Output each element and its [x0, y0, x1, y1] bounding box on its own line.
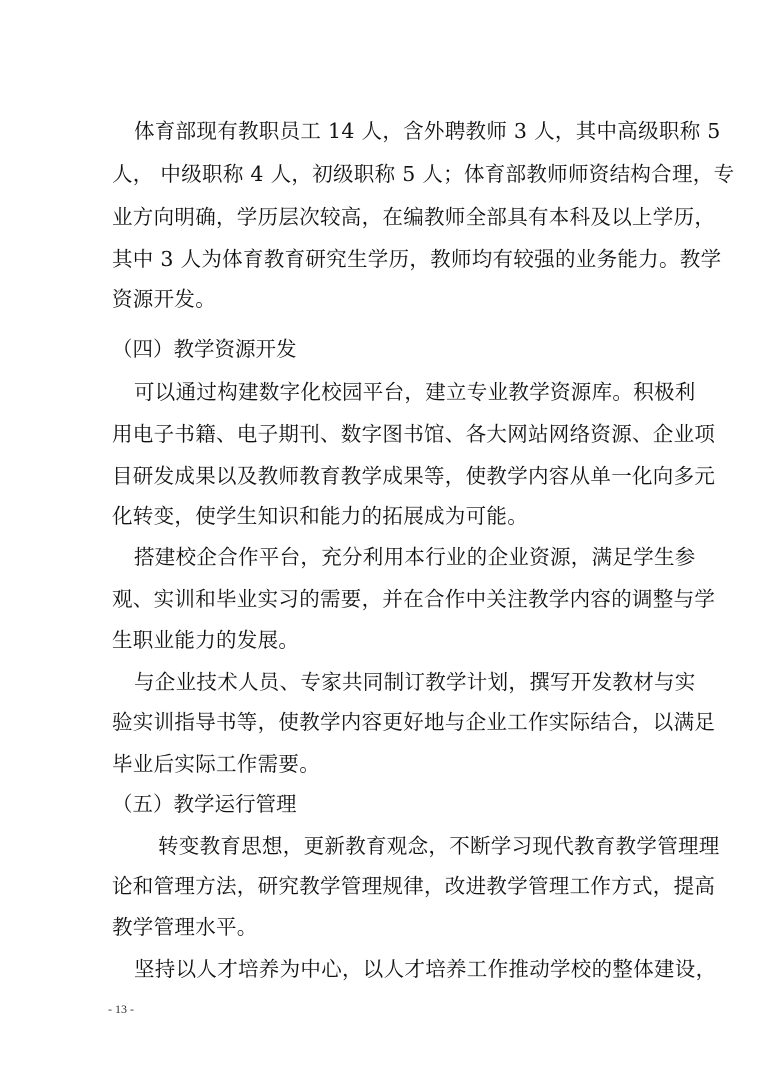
paragraph-line: 论和管理方法，研究教学管理规律，改进教学管理工作方式，提高	[112, 874, 716, 898]
paragraph-line: 体育部现有教职员工 14 人，含外聘教师 3 人，其中高级职称 5	[134, 119, 721, 143]
paragraph-line: 其中 3 人为体育教育研究生学历，教师均有较强的业务能力。教学	[112, 247, 722, 271]
paragraph-line: 教学管理水平。	[112, 915, 258, 939]
paragraph-line: 与企业技术人员、专家共同制订教学计划，撰写开发教材与实	[134, 670, 696, 694]
paragraph-line: 毕业后实际工作需要。	[112, 752, 320, 776]
paragraph-line: 业方向明确，学历层次较高，在编教师全部具有本科及以上学历，	[112, 205, 716, 229]
paragraph-line: 用电子书籍、电子期刊、数字图书馆、各大网站网络资源、企业项	[112, 422, 716, 446]
page-number: - 13 -	[108, 1002, 134, 1016]
paragraph-line: 目研发成果以及教师教育教学成果等，使教学内容从单一化向多元	[112, 464, 716, 488]
paragraph-line: 人， 中级职称 4 人，初级职称 5 人；体育部教师师资结构合理，专	[112, 162, 735, 186]
paragraph-line: 坚持以人才培养为中心，以人才培养工作推动学校的整体建设，	[134, 957, 717, 981]
paragraph-line: 可以通过构建数字化校园平台，建立专业教学资源库。积极利	[134, 380, 696, 404]
paragraph-line: 化转变，使学生知识和能力的拓展成为可能。	[112, 504, 528, 528]
section-heading-4: （四）教学资源开发	[112, 337, 297, 361]
paragraph-line: 生职业能力的发展。	[112, 628, 300, 652]
paragraph-line: 搭建校企合作平台，充分利用本行业的企业资源，满足学生参	[134, 545, 696, 569]
paragraph-line: 资源开发。	[112, 287, 216, 311]
paragraph-line: 转变教育思想，更新教育观念，不断学习现代教育教学管理理	[158, 834, 720, 858]
paragraph-line: 验实训指导书等，使教学内容更好地与企业工作实际结合，以满足	[112, 710, 716, 734]
section-heading-5: （五）教学运行管理	[112, 792, 297, 816]
paragraph-line: 观、实训和毕业实习的需要，并在合作中关注教学内容的调整与学	[112, 587, 716, 611]
